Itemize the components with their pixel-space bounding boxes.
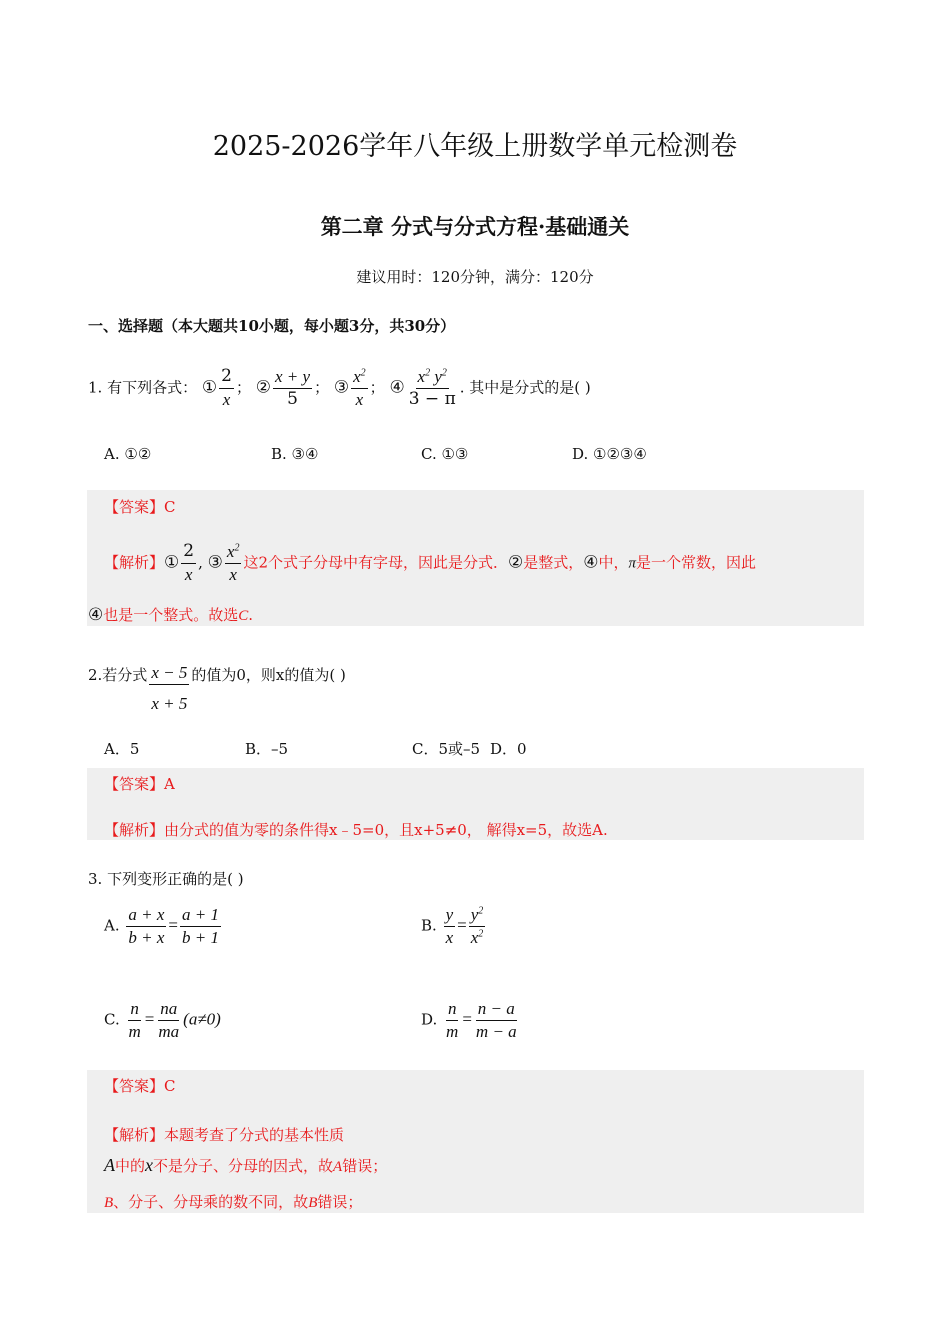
question-2-stem: 2.若分式 $\frac{x - 5}{x + 5}$ 的值为0，则x的值为( ) xyxy=(88,663,346,713)
q1-fraction-3: $\frac{x^2}{x}$ xyxy=(353,367,366,409)
q3-analysis-line-a: A中的x不是分子、分母的因式，故A错误； xyxy=(104,1155,388,1175)
q1-option-a: A. ①② xyxy=(104,445,152,463)
q3-option-d: D. $\frac{n}{m}$ = $\frac{n - a}{m - a}$ xyxy=(421,999,517,1041)
q3-option-b: B. $\frac{y}{x}$ = $\frac{y^2}{x^2}$ xyxy=(421,905,484,947)
q3-analysis-line-b: B、分子、分母乘的数不同，故B错误； xyxy=(104,1193,363,1211)
q1-prefix: 1. 有下列各式： xyxy=(88,378,198,397)
document-title: 2025-2026学年八年级上册数学单元检测卷 xyxy=(212,131,738,162)
q1-fraction-4: $\frac{x^2 y^2}{3 - \pi}$ xyxy=(408,367,456,409)
q1-option-b: B. ③④ xyxy=(271,445,319,463)
q1-option-c: C. ①③ xyxy=(421,445,469,463)
q1-option-d: D. ①②③④ xyxy=(572,445,647,463)
q3-option-a: A. $\frac{a + x}{b + x}$ = $\frac{a + 1}{b + 1}$ xyxy=(104,905,219,947)
q1-circle-1: ① xyxy=(201,377,218,398)
q1-circle-2: ② xyxy=(255,377,271,398)
q3-option-c: C. $\frac{n}{m}$ = $\frac{na}{ma}$ (a≠0) xyxy=(104,999,221,1041)
q1-analysis-line2: ④也是一个整式。故选C. xyxy=(88,605,254,625)
q3-analysis-label: 【解析】本题考查了分式的基本性质 xyxy=(104,1126,345,1144)
q2-option-d: D．0 xyxy=(490,740,527,758)
q1-circle-4: ④ xyxy=(389,377,405,398)
q1-circle-3: ③ xyxy=(333,377,350,398)
q2-option-c: C．5或–5 xyxy=(412,740,481,758)
question-1-stem: 1. 有下列各式： ① $\frac{2}{x}$ ； ② $\frac{x + y}{5}$ ； ③ $\frac{x^2}{x}$ ； ④ $\frac{x^2 y^2}{3 - \pi}$ . 其中是分式的是( ) xyxy=(88,366,591,409)
q1-fraction-1: $\frac{2}{x}$ xyxy=(221,366,232,409)
q2-analysis: 【解析】由分式的值为零的条件得x﹣5=0，且x+5≠0， 解得x=5，故选A. xyxy=(104,821,608,839)
q2-fraction: $\frac{x - 5}{x + 5}$ xyxy=(151,663,188,713)
q1-answer: 【答案】C xyxy=(104,498,176,516)
q2-option-a: A．5 xyxy=(104,740,140,758)
q1-analysis-line1: 【解析】① $\frac{2}{x}$ , ③ $\frac{x^2}{x}$ 这2个式子分母中有字母，因此是分式．②是整式，④中，π是一个常数，因此 xyxy=(104,541,757,584)
q2-option-b: B．–5 xyxy=(245,740,289,758)
q1-fraction-2: $\frac{x + y}{5}$ xyxy=(275,367,311,409)
chapter-subtitle: 第二章 分式与分式方程·基础通关 xyxy=(320,214,630,239)
q1-suffix: . 其中是分式的是( ) xyxy=(459,378,591,397)
q2-answer: 【答案】A xyxy=(104,775,175,793)
time-info: 建议用时：120分钟，满分：120分 xyxy=(356,268,594,286)
section-heading: 一、选择题（本大题共10小题，每小题3分，共30分） xyxy=(88,317,456,335)
question-3-stem: 3. 下列变形正确的是( ) xyxy=(88,870,244,888)
q3-answer: 【答案】C xyxy=(104,1077,176,1095)
